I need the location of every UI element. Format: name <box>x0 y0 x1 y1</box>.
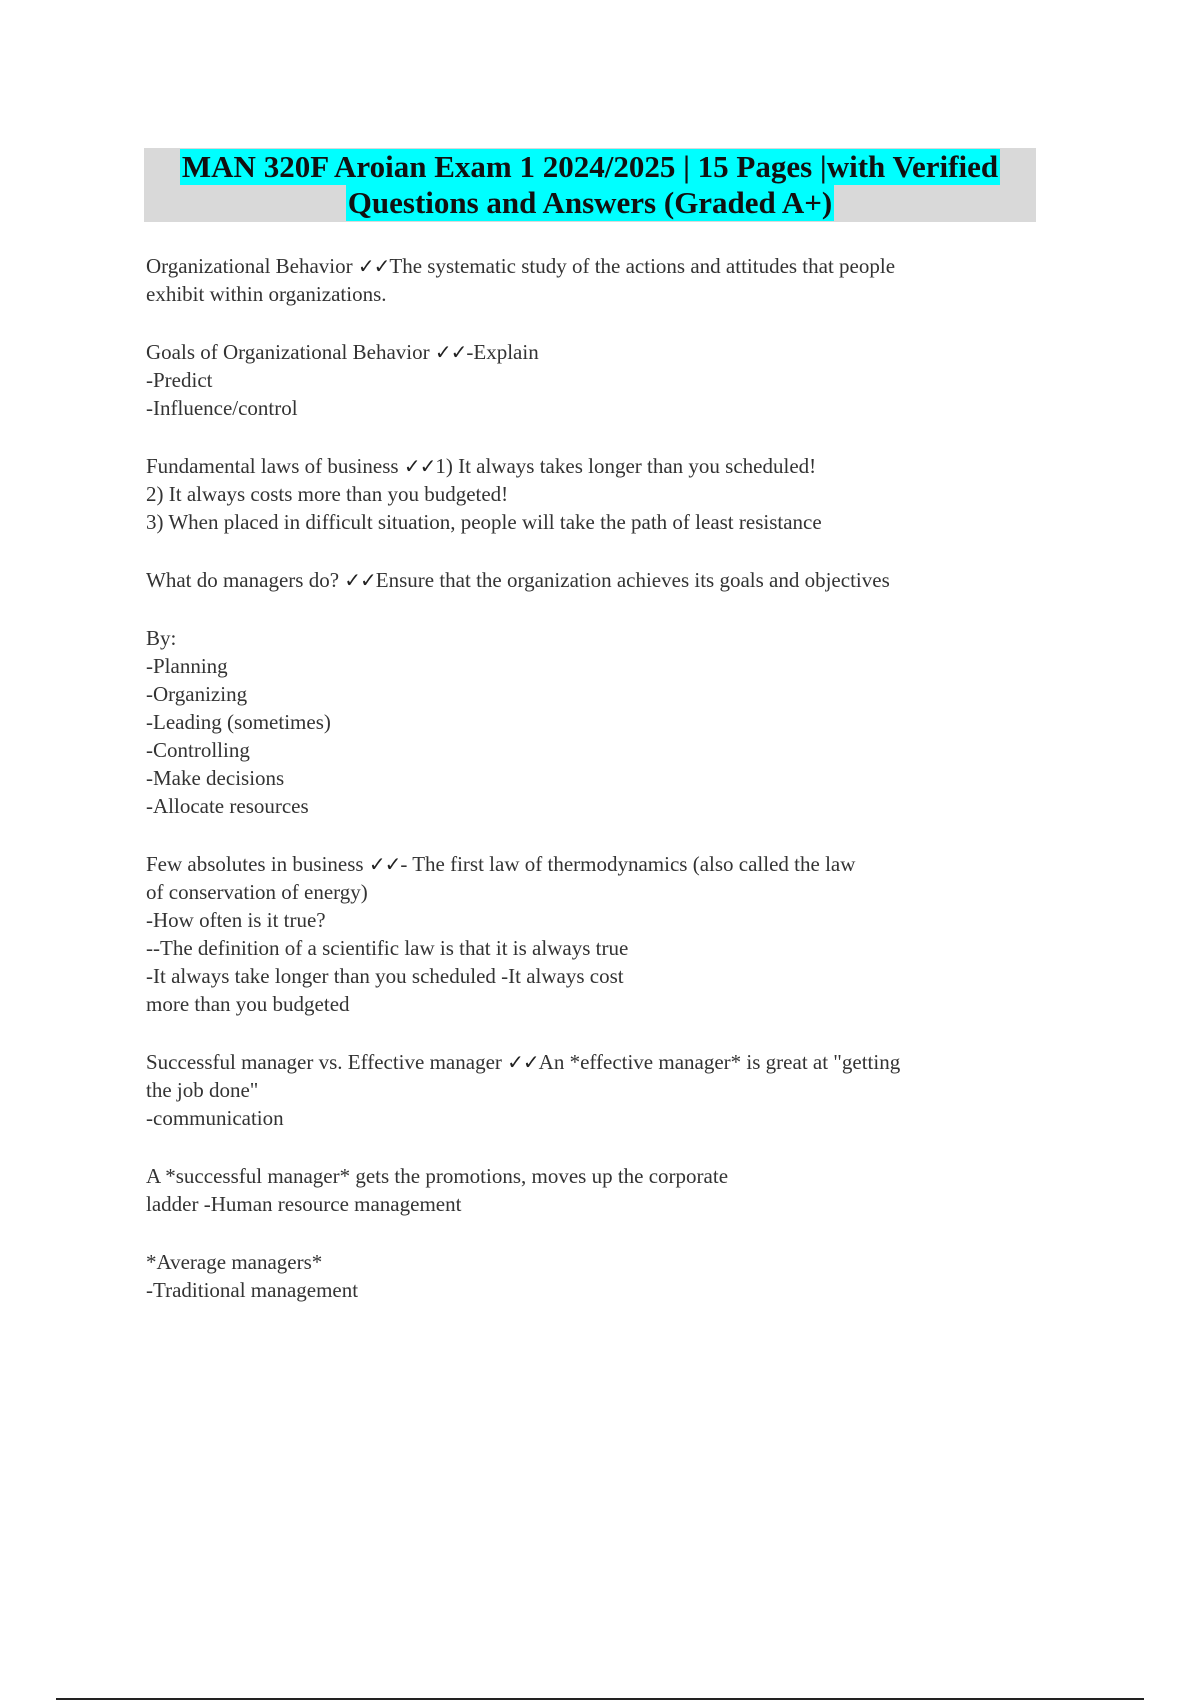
qa-line: -Allocate resources <box>146 794 309 818</box>
qa-line: -Influence/control <box>146 396 298 420</box>
qa-line: *Average managers* <box>146 1250 323 1274</box>
qa-first-line <box>146 1048 1046 1076</box>
qa-line: -Leading (sometimes) <box>146 710 331 734</box>
qa-line: more than you budgeted <box>146 992 350 1016</box>
title-line-2: Questions and Answers (Graded A+) <box>347 185 833 220</box>
qa-term: Goals of Organizational Behavior <box>146 340 435 364</box>
qa-line: -Traditional management <box>146 1278 359 1302</box>
qa-line: By: <box>146 626 177 650</box>
qa-first-line <box>146 252 1046 280</box>
check-mark-icon: ✓✓ <box>357 254 390 278</box>
qa-block-what-managers-do <box>146 566 1046 594</box>
qa-line: -Predict <box>146 368 213 392</box>
qa-answer: -Explain <box>466 340 539 364</box>
qa-block-successful-vs-effective <box>146 1048 1046 1132</box>
qa-term: Fundamental laws of business <box>146 454 404 478</box>
qa-block-successful-manager <box>146 1162 1046 1218</box>
title-line-1: MAN 320F Aroian Exam 1 2024/2025 | 15 Pages |with Verified <box>181 149 999 184</box>
qa-first-line <box>146 566 1046 594</box>
qa-line: -It always take longer than you scheduled -It always cost <box>146 964 624 988</box>
qa-line: 2) It always costs more than you budgeted! <box>146 482 509 506</box>
qa-answer: An *effective manager* is great at "getting <box>538 1050 901 1074</box>
qa-line: -How often is it true? <box>146 908 326 932</box>
qa-line: -Organizing <box>146 682 248 706</box>
qa-first-line <box>146 850 1046 878</box>
qa-line: ladder -Human resource management <box>146 1192 462 1216</box>
qa-first-line <box>146 338 1046 366</box>
check-mark-icon: ✓✓ <box>434 340 467 364</box>
qa-block-few-absolutes <box>146 850 1046 1018</box>
qa-term: What do managers do? <box>146 568 345 592</box>
qa-line: exhibit within organizations. <box>146 282 387 306</box>
qa-answer: The systematic study of the actions and attitudes that people <box>389 254 896 278</box>
qa-line: -Make decisions <box>146 766 285 790</box>
qa-line: A *successful manager* gets the promotions, moves up the corporate <box>146 1164 729 1188</box>
qa-line: --The definition of a scientific law is that it is always true <box>146 936 629 960</box>
qa-block-fundamental-laws <box>146 452 1046 536</box>
check-mark-icon: ✓✓ <box>507 1050 539 1074</box>
qa-line: 3) When placed in difficult situation, people will take the path of least resistance <box>146 510 822 534</box>
check-mark-icon: ✓✓ <box>368 852 401 876</box>
qa-term: Organizational Behavior <box>146 254 358 278</box>
qa-block-manager-functions <box>146 624 1046 820</box>
qa-line: -communication <box>146 1106 284 1130</box>
qa-line: -Controlling <box>146 738 250 762</box>
qa-line: -Planning <box>146 654 228 678</box>
qa-term: Successful manager vs. Effective manager <box>146 1050 508 1074</box>
title-banner <box>144 148 1036 222</box>
check-mark-icon: ✓✓ <box>344 568 376 592</box>
qa-answer: 1) It always takes longer than you scheduled! <box>435 454 817 478</box>
qa-block-goals <box>146 338 1046 422</box>
qa-answer: Ensure that the organization achieves its goals and objectives <box>375 568 890 592</box>
qa-block-average-managers <box>146 1248 1046 1304</box>
check-mark-icon: ✓✓ <box>403 454 436 478</box>
qa-line: of conservation of energy) <box>146 880 368 904</box>
qa-term: Few absolutes in business <box>146 852 369 876</box>
qa-first-line <box>146 452 1046 480</box>
qa-block-organizational-behavior <box>146 252 1046 308</box>
qa-content <box>146 252 1046 1334</box>
qa-line: the job done" <box>146 1078 259 1102</box>
qa-answer: - The first law of thermodynamics (also called the law <box>400 852 856 876</box>
